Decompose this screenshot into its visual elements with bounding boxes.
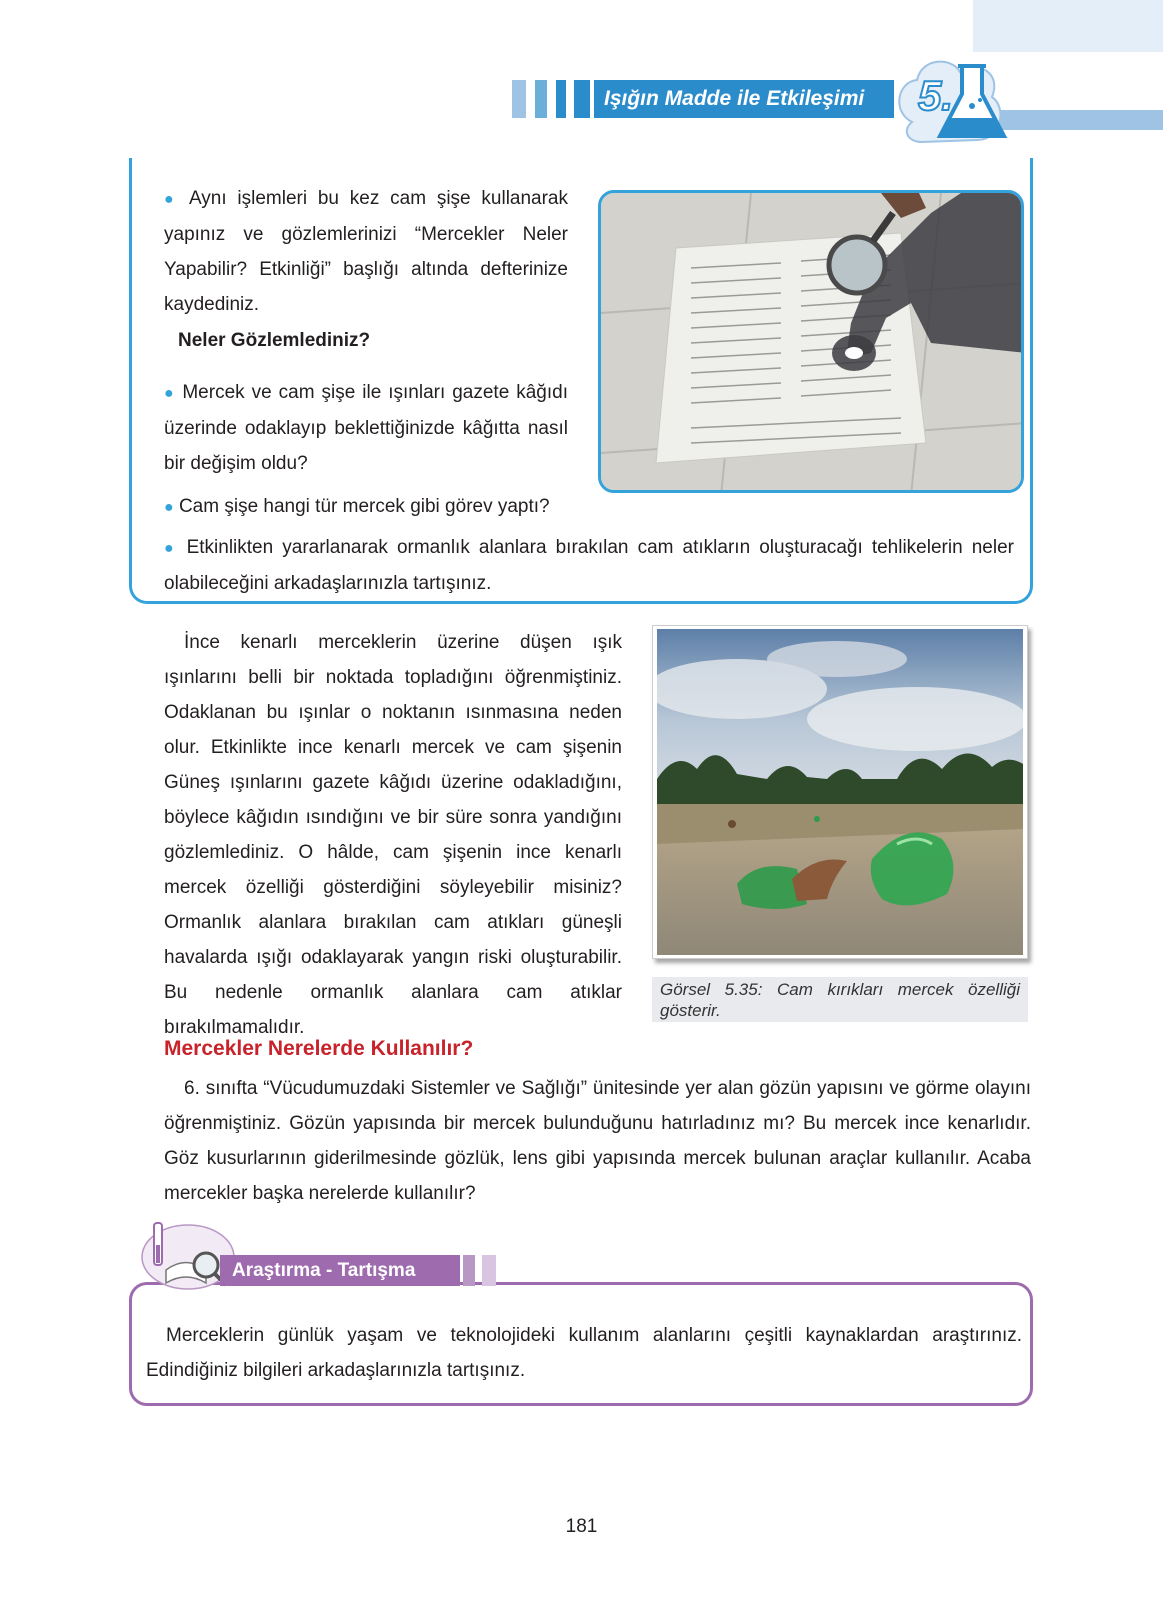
research-label: Araştırma - Tartışma (220, 1255, 460, 1286)
bullet-icon: ● (164, 540, 178, 557)
page-number: 181 (565, 1516, 598, 1537)
chapter-title: Işığın Madde ile Etkileşimi (594, 80, 894, 118)
activity-question-2: ● Cam şişe hangi tür mercek gibi görev yaptı? (164, 496, 550, 517)
research-bar-3 (482, 1255, 496, 1286)
bullet-icon: ● (164, 191, 180, 208)
activity-question-1: ● Mercek ve cam şişe ile ışınları gazete kâğıdı üzerinde odaklayıp beklettiğinizde kâğıtta nasıl bir değişim oldu? (164, 382, 569, 474)
header-bar-3 (556, 80, 566, 118)
header-bar-1 (512, 80, 526, 118)
activity-subheading: Neler Gözlemlediniz? (178, 330, 371, 351)
chapter-number: 5. (918, 72, 954, 119)
header-bar-4 (574, 80, 590, 118)
photo-magnifier-newspaper (598, 190, 1024, 493)
activity-question-3: ● Etkinlikten yararlanarak ormanlık alanlara bırakılan cam atıkların oluşturacağı tehlikelerin neler olabileceğini arkadaşlarınızla tartışınız. (164, 537, 1014, 594)
bullet-icon: ● (164, 499, 174, 516)
figure-caption: Görsel 5.35: Cam kırıkları mercek özelliği gösterir. (652, 977, 1028, 1022)
bullet-icon: ● (164, 385, 176, 402)
corner-tab (973, 0, 1163, 52)
photo-broken-glass-frame (652, 625, 1028, 959)
header-bar-2 (535, 80, 547, 118)
research-bar-2 (463, 1255, 475, 1286)
body-paragraph: İnce kenarlı merceklerin üzerine düşen ışık ışınlarını belli bir noktada topladığını öğrenmiştiniz. Odaklanan bu ışınlar o noktanın ısınmasına neden olur. Etkinlikte ince kenarlı mercek ve cam şişenin Güneş ışınlarını gazete kâğıdı üzerine odakladığını, böylece kâğıdın ısındığını ve bir süre sonra yandığını gözlemlediniz. O hâlde, cam şişenin ince kenarlı mercek özelliği gösterdiğini söyleyebilir misiniz? Ormanlık alanlara bırakılan cam atıkları güneşli havalarda ışığı odaklayarak yangın riski oluşturabilir. Bu nedenle ormanlık alanlara cam atıklar bırakılmamalıdır. (164, 632, 622, 1038)
activity-intro: ● Aynı işlemleri bu kez cam şişe kullanarak yapınız ve gözlemlerinizi “Mercekler Neler Yapabilir? Etkinliği” başlığı altında defterinize kaydediniz. (164, 188, 569, 315)
chapter-badge-flask-icon (892, 52, 1022, 152)
research-text: Merceklerin günlük yaşam ve teknolojideki kullanım alanlarını çeşitli kaynaklardan araştırınız. Edindiğiniz bilgileri arkadaşlarınızla tartışınız. (146, 1325, 1022, 1381)
research-bar-1 (448, 1255, 457, 1286)
section-paragraph: 6. sınıfta “Vücudumuzdaki Sistemler ve Sağlığı” ünitesinde yer alan gözün yapısını ve görme olayını öğrenmiştiniz. Gözün yapısında bir mercek bulunduğunu hatırladınız mı? Bu mercek ince kenarlıdır. Göz kusurlarının giderilmesinde gözlük, lens gibi yapısında mercek bulunan araçlar kullanılır. Acaba mercekler başka nerelerde kullanılır? (164, 1078, 1031, 1204)
photo-broken-glass (657, 629, 1023, 955)
section-title: Mercekler Nerelerde Kullanılır? (164, 1037, 474, 1060)
